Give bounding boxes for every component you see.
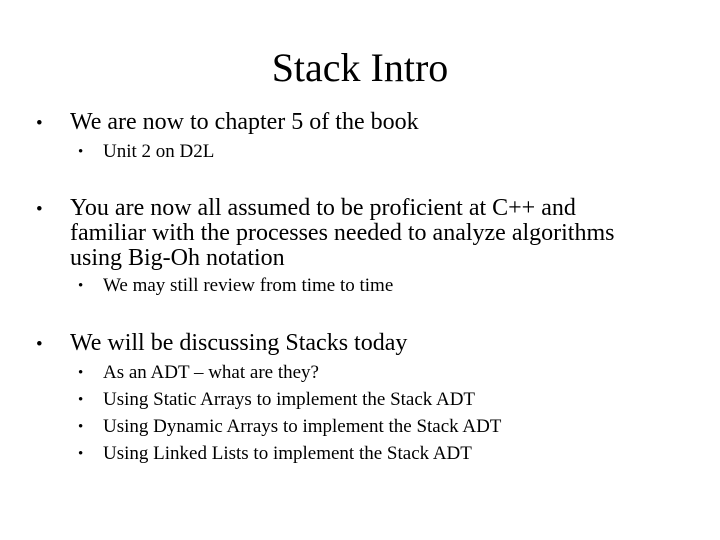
- bullet-dot-icon: •: [36, 113, 43, 134]
- bullet-text-line: You are now all assumed to be proficient at C++ and: [70, 195, 576, 221]
- bullet-item-chapter: [36, 110, 419, 135]
- bullet-text-line: using Big-Oh notation: [70, 245, 285, 271]
- sub-bullet-item-adt: [78, 359, 319, 386]
- bullet-dot-icon: •: [78, 144, 84, 160]
- sub-bullet-text-line: Using Dynamic Arrays to implement the Stack ADT: [103, 416, 502, 437]
- bullet-dot-icon: •: [78, 278, 84, 294]
- sub-bullet-item-review: [78, 272, 393, 299]
- bullet-dot-icon: •: [78, 419, 84, 435]
- sub-bullet-text-line: Using Linked Lists to implement the Stack ADT: [103, 443, 472, 464]
- bullet-dot-icon: •: [78, 392, 84, 408]
- sub-bullet-item-dynamic-arrays: [78, 413, 501, 440]
- bullet-text-line: familiar with the processes needed to analyze algorithms: [70, 220, 615, 246]
- bullet-text-line: We are now to chapter 5 of the book: [70, 109, 419, 135]
- bullet-dot-icon: •: [36, 334, 43, 355]
- bullet-item-proficient: [36, 196, 614, 271]
- sub-bullet-item-linked-lists: [78, 440, 472, 467]
- bullet-text-line: We will be discussing Stacks today: [70, 330, 408, 356]
- sub-bullet-text-line: Unit 2 on D2L: [103, 141, 215, 162]
- bullet-dot-icon: •: [36, 199, 43, 220]
- bullet-dot-icon: •: [78, 446, 84, 462]
- sub-bullet-text-line: Using Static Arrays to implement the Stack ADT: [103, 389, 476, 410]
- sub-bullet-item-static-arrays: [78, 386, 475, 413]
- sub-bullet-text-line: As an ADT – what are they?: [103, 362, 319, 383]
- slide-title: Stack Intro: [271, 45, 449, 90]
- bullet-dot-icon: •: [78, 365, 84, 381]
- sub-bullet-item-unit: [78, 138, 214, 165]
- sub-bullet-text-line: We may still review from time to time: [103, 275, 394, 296]
- bullet-item-stacks: [36, 331, 407, 356]
